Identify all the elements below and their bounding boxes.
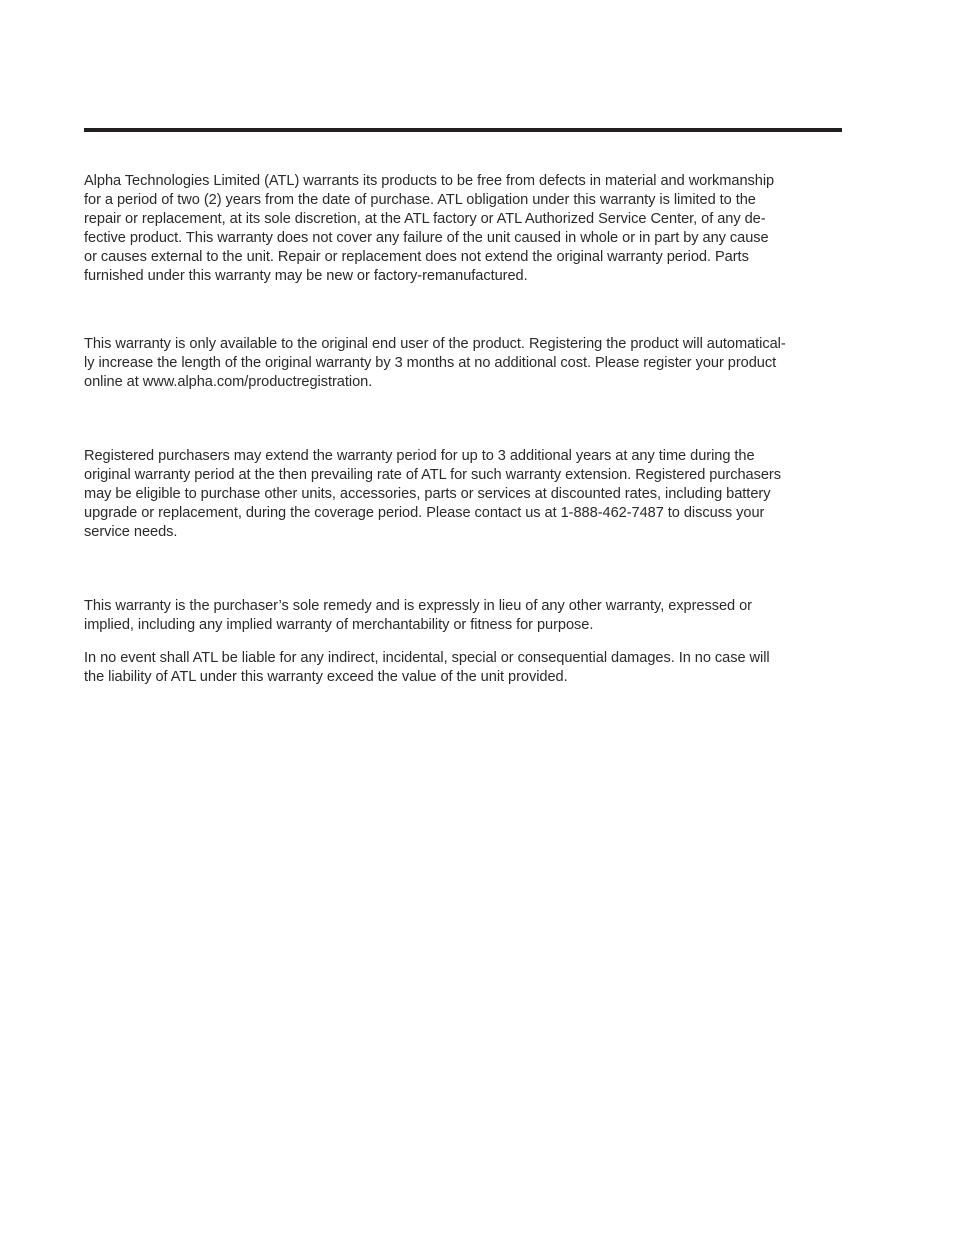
text-line: service needs. [84,523,178,540]
text-line: ly increase the length of the original warranty by 3 months at no additional cost. Please register your product [84,354,777,371]
text-line: This warranty is the purchaser’s sole remedy and is expressly in lieu of any other warranty, expressed or [84,598,752,614]
text-line: Alpha Technologies Limited (ATL) warrants its products to be free from defects in material and workmanship [84,173,775,189]
registration-paragraph [84,335,844,392]
text-line: In no event shall ATL be liable for any indirect, incidental, special or consequential damages. In no case will [84,650,770,666]
text-line: Registered purchasers may extend the warranty period for up to 3 additional years at any time during the [84,448,755,464]
text-line: or causes external to the unit. Repair or replacement does not extend the original warranty period. Parts [84,248,749,265]
header-rule [84,128,842,132]
text-line: upgrade or replacement, during the coverage period. Please contact us at 1-888-462-7487 to discuss your [84,504,765,521]
sole-remedy-paragraph [84,597,844,635]
text-line: furnished under this warranty may be new or factory-remanufactured. [84,267,528,284]
warranty-terms-paragraph [84,172,844,285]
text-line: repair or replacement, at its sole discretion, at the ATL factory or ATL Authorized Service Center, of any de- [84,210,766,227]
text-line: may be eligible to purchase other units, accessories, parts or services at discounted rates, including battery [84,485,771,502]
text-line: online at www.alpha.com/productregistration. [84,373,373,390]
liability-paragraph [84,649,844,687]
text-line: This warranty is only available to the original end user of the product. Registering the product will automatical- [84,336,786,352]
text-line: fective product. This warranty does not cover any failure of the unit caused in whole or in part by any cause [84,229,769,246]
text-line: implied, including any implied warranty of merchantability or fitness for purpose. [84,616,594,633]
text-line: the liability of ATL under this warranty exceed the value of the unit provided. [84,668,568,685]
text-line: for a period of two (2) years from the date of purchase. ATL obligation under this warranty is limited to the [84,191,756,208]
extended-warranty-paragraph [84,447,844,542]
text-line: original warranty period at the then prevailing rate of ATL for such warranty extension. Registered purchasers [84,466,781,483]
